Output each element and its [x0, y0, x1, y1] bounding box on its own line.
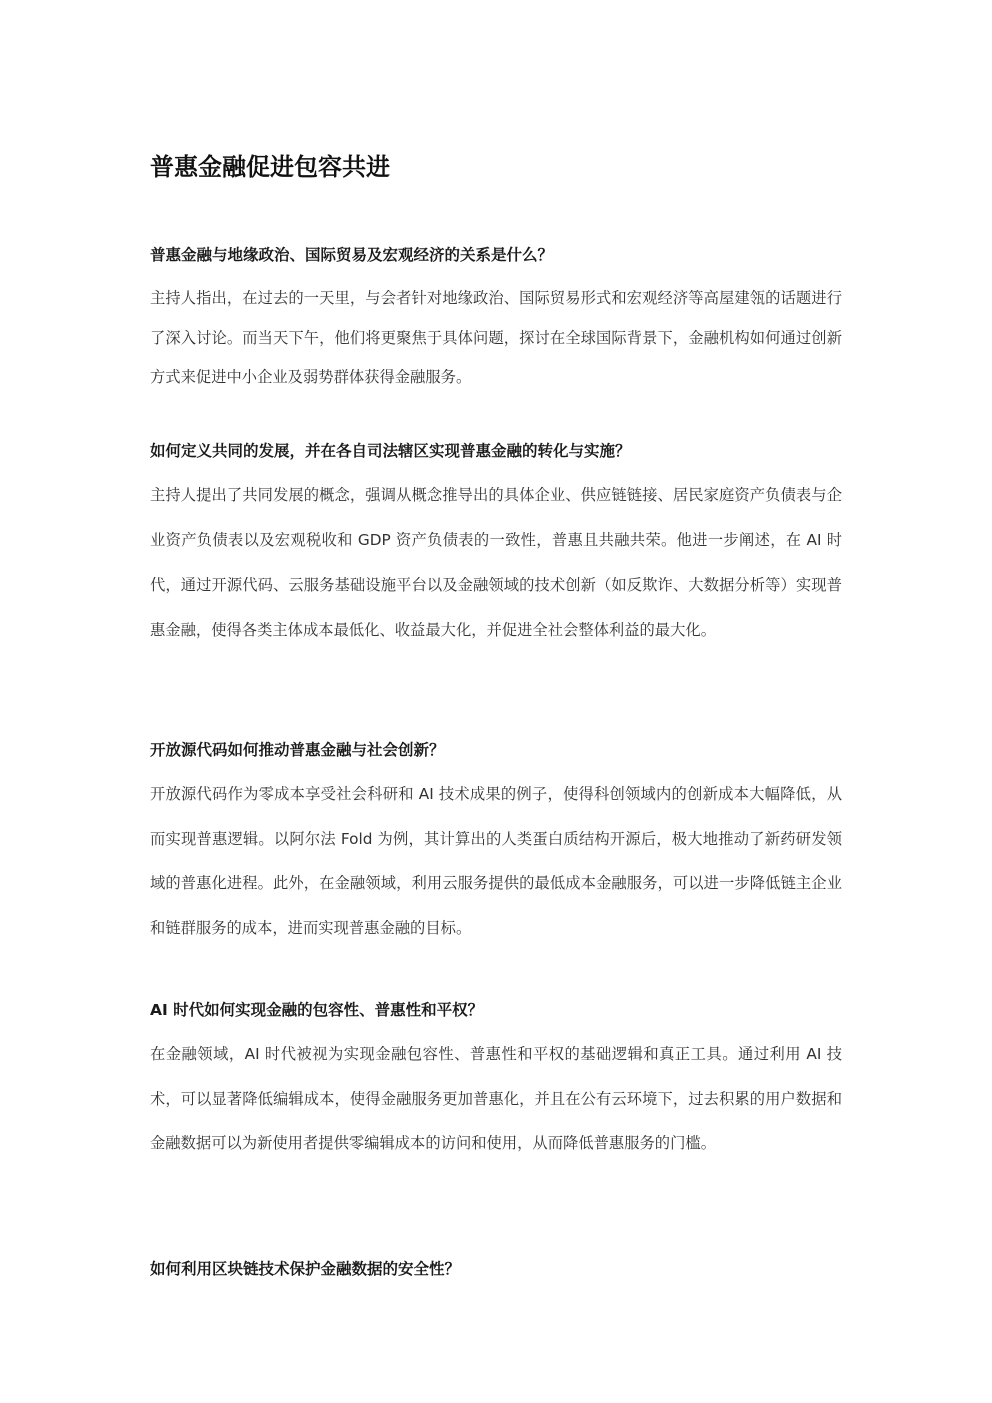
section-question: AI 时代如何实现金融的包容性、普惠性和平权？	[150, 1001, 484, 1019]
section-question: 开放源代码如何推动普惠金融与社会创新？	[150, 741, 445, 759]
page-title: 普惠金融促进包容共进	[150, 153, 390, 181]
qa-section	[150, 739, 842, 950]
qa-section	[150, 1258, 842, 1280]
section-answer: 开放源代码作为零成本享受社会科研和 AI 技术成果的例子，使得科创领域内的创新成本大幅降低，从而实现普惠逻辑。以阿尔法 Fold 为例，其计算出的人类蛋白质结构开源后，极大地推动了新药研发领域的普惠化进程。此外，在金融领域，利用云服务提供的最低成本金融服务，可以进一步降低链主企业和链群服务的成本，进而实现普惠金融的目标。	[150, 785, 842, 937]
section-answer: 在金融领域，AI 时代被视为实现金融包容性、普惠性和平权的基础逻辑和真正工具。通过利用 AI 技术，可以显著降低编辑成本，使得金融服务更加普惠化，并且在公有云环境下，过去积累的用户数据和金融数据可以为新使用者提供零编辑成本的访问和使用，从而降低普惠服务的门槛。	[150, 1045, 842, 1152]
qa-section	[150, 244, 842, 398]
section-question: 如何利用区块链技术保护金融数据的安全性？	[150, 1260, 461, 1278]
section-answer: 主持人提出了共同发展的概念，强调从概念推导出的具体企业、供应链链接、居民家庭资产负债表与企业资产负债表以及宏观税收和 GDP 资产负债表的一致性，普惠且共融共荣。他进一步阐述，在 AI 时代，通过开源代码、云服务基础设施平台以及金融领域的技术创新（如反欺诈、大数据分析等）实现普惠金融，使得各类主体成本最低化、收益最大化，并促进全社会整体利益的最大化。	[150, 486, 842, 639]
section-answer: 主持人指出，在过去的一天里，与会者针对地缘政治、国际贸易形式和宏观经济等高屋建瓴的话题进行了深入讨论。而当天下午，他们将更聚焦于具体问题，探讨在全球国际背景下，金融机构如何通过创新方式来促进中小企业及弱势群体获得金融服务。	[150, 289, 842, 386]
section-question: 普惠金融与地缘政治、国际贸易及宏观经济的关系是什么？	[150, 246, 554, 264]
qa-section	[150, 440, 842, 653]
qa-section	[150, 999, 842, 1166]
section-question: 如何定义共同的发展，并在各自司法辖区实现普惠金融的转化与实施？	[150, 442, 631, 460]
